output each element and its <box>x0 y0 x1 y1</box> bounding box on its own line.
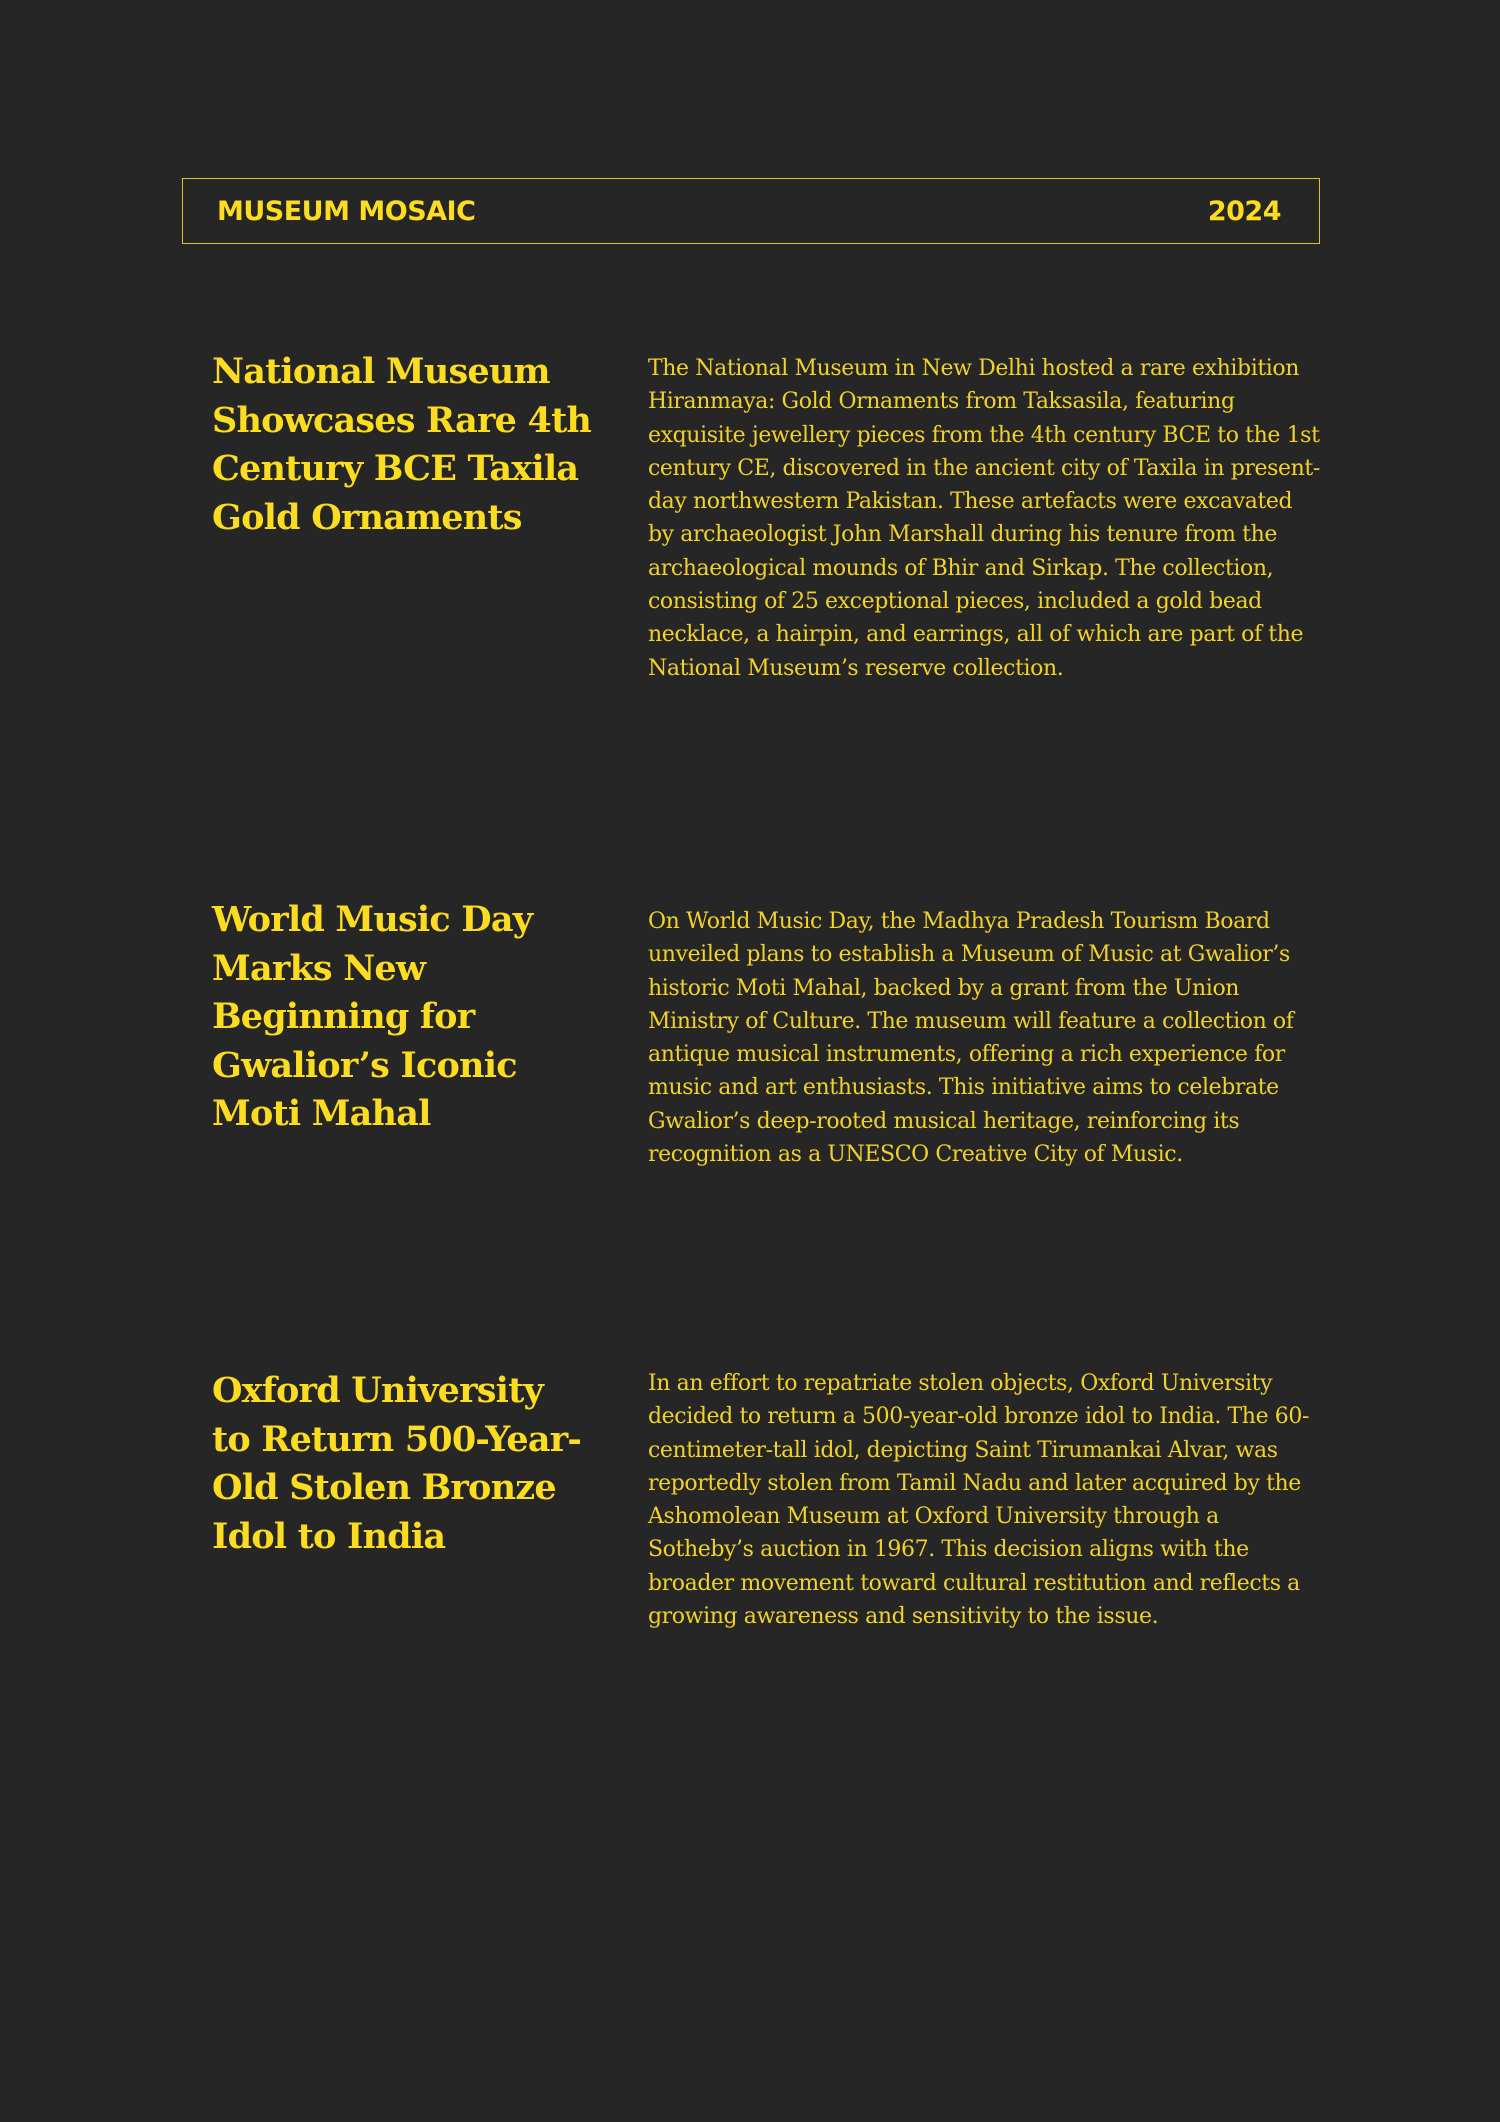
article-moti-mahal <box>212 896 1322 1171</box>
masthead <box>182 178 1320 244</box>
publication-name: MUSEUM MOSAIC <box>217 195 476 227</box>
article-headline: Oxford University to Return 500-Year-Old Stolen Bronze Idol to India <box>212 1370 582 1557</box>
article-body: On World Music Day, the Madhya Pradesh Tourism Board unveiled plans to establish a Museum of Music at Gwalior’s historic Moti Mahal, backed by a grant from the Union Ministry of Culture. The museum will feature a collection of antique musical instruments, offering a rich experience for music and art enthusiasts. This initiative aims to celebrate Gwalior’s deep-rooted musical heritage, reinforcing its recognition as a UNESCO Creative City of Music. <box>648 909 1294 1168</box>
article-body: In an effort to repatriate stolen objects, Oxford University decided to return a 500-year-old bronze idol to India. The 60-centimeter-tall idol, depicting Saint Tirumankai Alvar, was reportedly stolen from Tamil Nadu and later acquired by the Ashomolean Museum at Oxford University through a Sotheby’s auction in 1967. This decision aligns with the broader movement toward cultural restitution and reflects a growing awareness and sensitivity to the issue. <box>648 1371 1310 1630</box>
article-body: The National Museum in New Delhi hosted a rare exhibition Hiranmaya: Gold Ornaments from Taksasila, featuring exquisite jewellery pieces from the 4th century BCE to the 1st century CE, discovered in the ancient city of Taxila in present-day northwestern Pakistan. These artefacts were excavated by archaeologist John Marshall during his tenure from the archaeological mounds of Bhir and Sirkap. The collection, consisting of 25 exceptional pieces, included a gold bead necklace, a hairpin, and earrings, all of which are part of the National Museum’s reserve collection. <box>648 356 1320 681</box>
publication-year: 2024 <box>1207 195 1281 227</box>
article-taxila-gold <box>212 348 1322 685</box>
article-headline: World Music Day Marks New Beginning for Gwalior’s Iconic Moti Mahal <box>212 899 533 1134</box>
article-headline: National Museum Showcases Rare 4th Century BCE Taxila Gold Ornaments <box>212 351 592 538</box>
article-oxford-idol <box>212 1367 1322 1633</box>
